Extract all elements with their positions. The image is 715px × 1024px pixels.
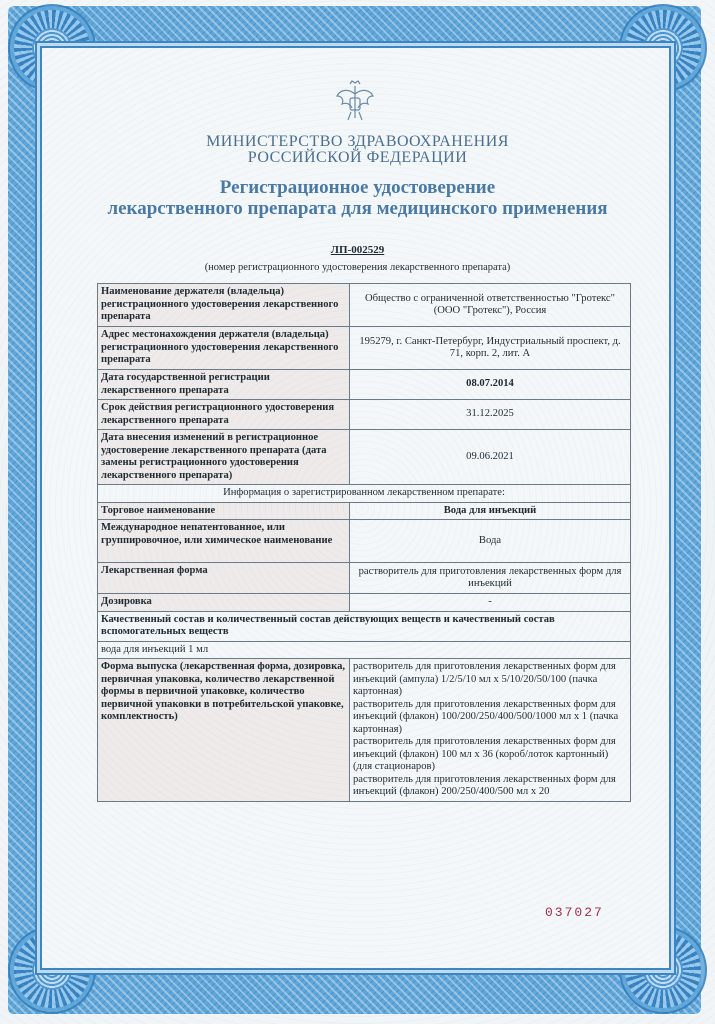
- release-form-values: [350, 659, 631, 802]
- change-date-label: Дата внесения изменений в регистрационное удостоверение лекарственного препарата (дата замены регистрационного удостоверения лекарственного препарата): [98, 430, 350, 485]
- table-row: [98, 594, 631, 612]
- release-form-item: растворитель для приготовления лекарственных форм для инъекций (флакон) 200/250/400/500 мл х 20: [353, 773, 616, 797]
- composition-value: вода для инъекций 1 мл: [98, 641, 631, 659]
- table-row: [98, 430, 631, 485]
- document-title-line1: Регистрационное удостоверение: [219, 177, 496, 198]
- dosage-form-label: Лекарственная форма: [98, 563, 350, 594]
- dosage-value: -: [350, 594, 631, 612]
- trade-name-label: Торговое наименование: [98, 502, 350, 520]
- validity-value: 31.12.2025: [350, 400, 631, 430]
- serial-number: 037027: [545, 905, 604, 920]
- table-row: [98, 327, 631, 370]
- table-row: [98, 284, 631, 327]
- change-date-value: 09.06.2021: [350, 430, 631, 485]
- holder-address-value: 195279, г. Санкт-Петербург, Индустриальный проспект, д. 71, корп. 2, лит. А: [350, 327, 631, 370]
- table-row: [98, 563, 631, 594]
- dosage-form-value: растворитель для приготовления лекарственных форм для инъекций: [350, 563, 631, 594]
- trade-name-value: Вода для инъекций: [350, 502, 631, 520]
- holder-name-label: Наименование держателя (владельца) регистрационного удостоверения лекарственного препарата: [98, 284, 350, 327]
- table-row: [98, 400, 631, 430]
- validity-label: Срок действия регистрационного удостоверения лекарственного препарата: [98, 400, 350, 430]
- inn-value: Вода: [350, 520, 631, 563]
- table-row: [98, 520, 631, 563]
- ministry-name-line1: МИНИСТЕРСТВО ЗДРАВООХРАНЕНИЯ: [206, 133, 509, 150]
- holder-address-label: Адрес местонахождения держателя (владельца) регистрационного удостоверения лекарственного препарата: [98, 327, 350, 370]
- registration-number: ЛП-002529: [330, 244, 385, 256]
- release-form-item: растворитель для приготовления лекарственных форм для инъекций (флакон) 100/200/250/400/500/1000 мл х 1 (пачка картонная): [353, 698, 619, 735]
- composition-label: Качественный состав и количественный состав действующих веществ и качественный состав вспомогательных веществ: [98, 611, 631, 641]
- table-row: [98, 502, 631, 520]
- registration-date-label: Дата государственной регистрации лекарственного препарата: [98, 370, 350, 400]
- registration-date-value: 08.07.2014: [350, 370, 631, 400]
- release-form-item: растворитель для приготовления лекарственных форм для инъекций (флакон) 100 мл х 36 (короб/лоток картонный) (для стационаров): [353, 736, 616, 772]
- ministry-name-line2: РОССИЙСКОЙ ФЕДЕРАЦИИ: [247, 149, 468, 166]
- table-row: [98, 485, 631, 503]
- table-row: [98, 611, 631, 641]
- inn-label: Международное непатентованное, или группировочное, или химическое наименование: [98, 520, 350, 563]
- registration-number-caption: (номер регистрационного удостоверения лекарственного препарата): [204, 262, 511, 273]
- table-row: [98, 370, 631, 400]
- certificate-table: [97, 283, 631, 802]
- table-row: [98, 641, 631, 659]
- holder-name-value: Общество с ограниченной ответственностью "Гротекс" (ООО "Гротекс"), Россия: [350, 284, 631, 327]
- info-header: Информация о зарегистрированном лекарственном препарате:: [98, 485, 631, 503]
- russian-coat-of-arms-icon: [334, 80, 376, 124]
- document-title-line2: лекарственного препарата для медицинского применения: [107, 198, 608, 219]
- release-form-label: Форма выпуска (лекарственная форма, дозировка, первичная упаковка, количество лекарственной формы в первичной упаковке, количество первичной упаковки в потребительской упаковке, комплектность): [98, 659, 350, 802]
- release-form-item: растворитель для приготовления лекарственных форм для инъекций (ампула) 1/2/5/10 мл х 5/10/20/50/100 (пачка картонная): [353, 661, 616, 697]
- table-row: [98, 659, 631, 802]
- dosage-label: Дозировка: [98, 594, 350, 612]
